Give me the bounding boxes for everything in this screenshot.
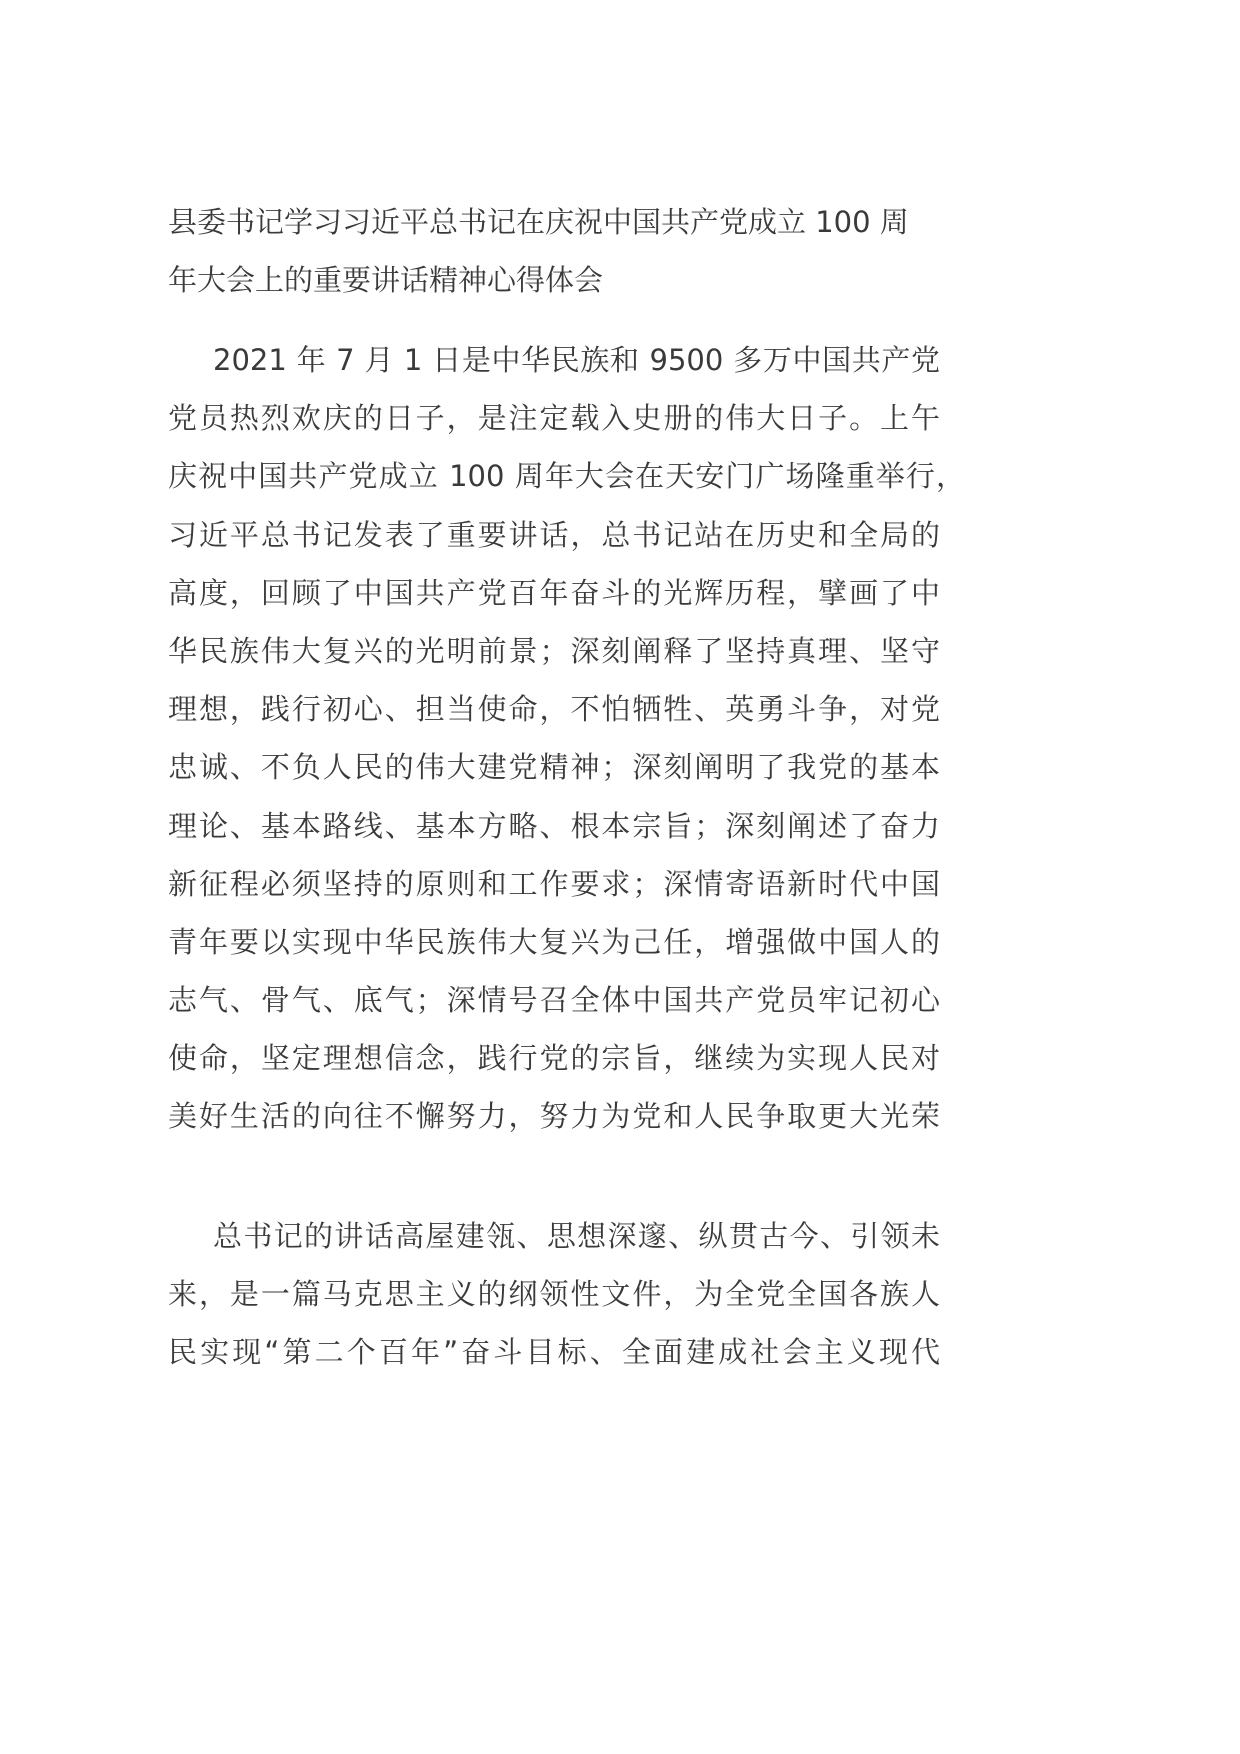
paragraph-line: 华民族伟大复兴的光明前景；深刻阐释了坚持真理、坚守 bbox=[168, 633, 940, 668]
paragraph-line: 来，是一篇马克思主义的纲领性文件，为全党全国各族人 bbox=[168, 1277, 940, 1312]
title-line: 县委书记学习习近平总书记在庆祝中国共产党成立 100 周 bbox=[168, 205, 909, 239]
paragraph-2 bbox=[168, 1207, 940, 1382]
paragraph-line: 高度，回顾了中国共产党百年奋斗的光辉历程，擘画了中 bbox=[168, 575, 940, 610]
paragraph-line: 美好生活的向往不懈努力，努力为党和人民争取更大光荣 bbox=[168, 1099, 940, 1134]
paragraph-line: 庆祝中国共产党成立 100 周年大会在天安门广场隆重举行， bbox=[168, 459, 965, 494]
paragraph-1 bbox=[168, 331, 965, 1146]
paragraph-line: 党员热烈欢庆的日子，是注定载入史册的伟大日子。上午 bbox=[168, 401, 940, 436]
paragraph-line: 习近平总书记发表了重要讲话，总书记站在历史和全局的 bbox=[168, 517, 940, 552]
title-line: 年大会上的重要讲话精神心得体会 bbox=[168, 263, 604, 298]
paragraph-line: 志气、骨气、底气；深情号召全体中国共产党员牢记初心 bbox=[168, 983, 940, 1018]
paragraph-line: 理想，践行初心、担当使命，不怕牺牲、英勇斗争，对党 bbox=[168, 692, 940, 727]
paragraph-line: 理论、基本路线、基本方略、根本宗旨；深刻阐述了奋力 bbox=[168, 808, 940, 843]
paragraph-line: 2021 年 7 月 1 日是中华民族和 9500 多万中国共产党 bbox=[213, 343, 940, 377]
paragraph-line: 总书记的讲话高屋建瓴、思想深邃、纵贯古今、引领未 bbox=[213, 1219, 940, 1253]
paragraph-line: 新征程必须坚持的原则和工作要求；深情寄语新时代中国 bbox=[168, 866, 940, 901]
paragraph-line: 忠诚、不负人民的伟大建党精神；深刻阐明了我党的基本 bbox=[168, 750, 940, 785]
paragraph-line: 民实现“第二个百年”奋斗目标、全面建成社会主义现代 bbox=[168, 1335, 940, 1370]
document-title bbox=[168, 193, 940, 309]
paragraph-line: 青年要以实现中华民族伟大复兴为己任，增强做中国人的 bbox=[168, 924, 940, 959]
paragraph-line: 使命，坚定理想信念，践行党的宗旨，继续为实现人民对 bbox=[168, 1041, 940, 1076]
